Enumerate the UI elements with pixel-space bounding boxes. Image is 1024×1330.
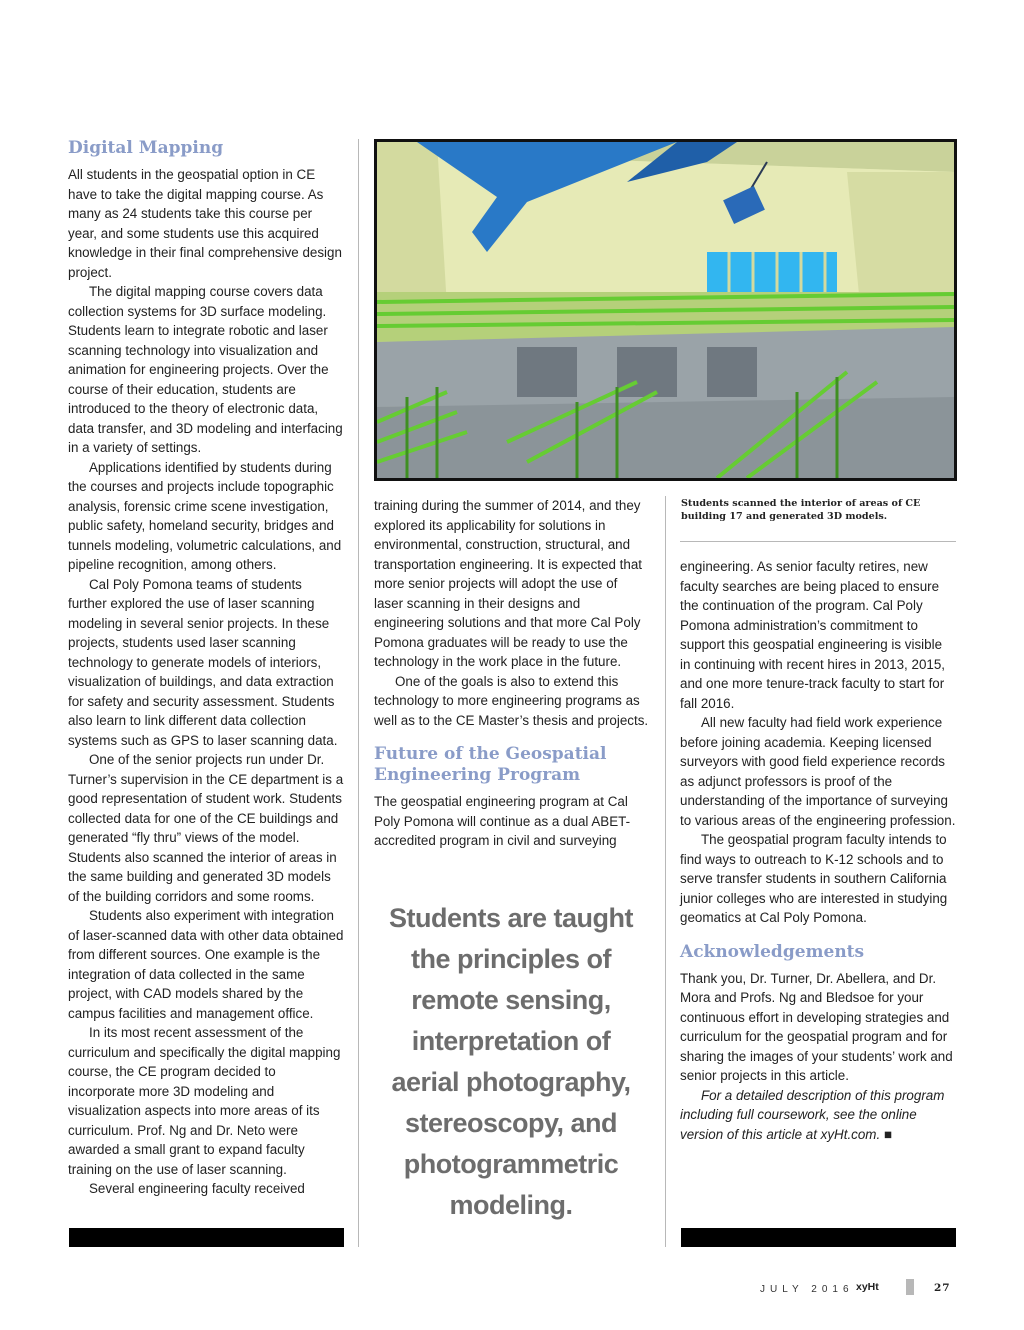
column-1: [68, 138, 344, 1199]
end-mark: ■: [883, 1126, 893, 1142]
paragraph: training during the summer of 2014, and they explored its applicability for solutions in environmental, construction, structural, and transportation engineering. It is expected that more senior projects will adopt the use of laser scanning in their designs and engineering solutions and that more Cal Poly Pomona graduates will be ready to use the technology in the work place in the future.: [374, 498, 642, 669]
scan-image: [377, 142, 954, 478]
paragraph: Students also experiment with integration of laser-scanned data with other data obtained from different sources. One example is the integration of data collected in the same project, with CAD models shared by the campus facilities and management office.: [68, 908, 344, 1021]
column-divider: [665, 496, 666, 1247]
column-3: [680, 557, 956, 1144]
column-2: [374, 496, 650, 851]
section-heading-future: Future of the Geospatial Engineering Program: [374, 744, 607, 785]
footer-date: JULY 2016: [760, 1284, 854, 1295]
paragraph: All students in the geospatial option in CE have to take the digital mapping course. As many as 24 students take this course per year, and some students use this acquired knowledge in their final comprehensive design project.: [68, 167, 342, 280]
pull-quote: Students are taught the principles of remote sensing, interpretation of aerial photography, stereoscopy, and photogrammetric modeling.: [388, 903, 634, 1220]
figure-3d-interior-model: [374, 139, 957, 481]
section-heading-digital-mapping: Digital Mapping: [68, 138, 224, 158]
paragraph: One of the goals is also to extend this technology to more engineering programs as well as to the CE Master’s thesis and projects.: [374, 673, 649, 728]
paragraph: All new faculty had field work experience before joining academia. Keeping licensed surveyors with good field experience records as adjunct professors is proof of the understanding of the importance of surveying to various areas of the engineering profession.: [680, 715, 956, 828]
paragraph: engineering. As senior faculty retires, new faculty searches are being placed to ensure the continuation of the program. Cal Poly Pomona administration’s commitment to support this geospatial engineering is visible in continuing with recent hires in 2013, 2015, and one more tenure-track faculty to start for fall 2016.: [680, 559, 946, 711]
bottom-bar-left: [69, 1228, 344, 1247]
paragraph: The geospatial engineering program at Cal Poly Pomona will continue as a dual ABET-accredited program in civil and surveying: [374, 794, 631, 848]
paragraph: Cal Poly Pomona teams of students further explored the use of laser scanning modeling in several senior projects. In these projects, students used laser scanning technology to generate models of interiors, visualization of buildings, and data extraction for safety and security assessment. Students also learn to link different data collection systems such as GPS to laser scanning data.: [68, 576, 338, 748]
paragraph: In its most recent assessment of the curriculum and specifically the digital mapping course, the CE program decided to incorporate more 3D modeling and visualization aspects into more areas of its curriculum. Prof. Ng and Dr. Neto were awarded a small grant to expand faculty training on the use of laser scanning.: [68, 1025, 341, 1177]
paragraph: Several engineering faculty received: [89, 1181, 305, 1196]
page-number: 27: [934, 1282, 951, 1294]
online-note: For a detailed description of this program including full coursework, see the online version of this article at xyHt.com.: [680, 1087, 945, 1142]
paragraph: The digital mapping course covers data collection systems for 3D surface modeling. Students learn to integrate robotic and laser scanning technology into visualization and animation for engineering projects. Over the course of their education, students are introduced to the theory of electronic data, data transfer, and 3D modeling and interfacing in a variety of settings.: [68, 284, 343, 455]
paragraph: Applications identified by students during the courses and projects include topographic analysis, forensic crime scene investigation, public safety, homeland security, bridges and tunnels modeling, volumetric calculations, and pipeline recognition, among others.: [68, 459, 342, 572]
column-divider: [358, 139, 359, 1247]
paragraph: One of the senior projects run under Dr. Turner’s supervision in the CE department is a good representation of student work. Students collected data for one of the CE buildings and generated “fly thru” views of the model. Students also scanned the interior of areas in the same building and generated 3D models of the building corridors and some rooms.: [68, 752, 344, 904]
section-heading-acknowledgements: Acknowledgements: [680, 941, 865, 962]
footer-block: [906, 1279, 914, 1295]
bottom-bar-right: [681, 1228, 956, 1247]
paragraph: The geospatial program faculty intends to find ways to outreach to K-12 schools and to serve transfer students in southern California junior colleges who are interested in studying geomatics at Cal Poly Pomona.: [680, 832, 948, 925]
footer-brand: xyHt: [856, 1281, 879, 1293]
figure-caption: Students scanned the interior of areas of CE building 17 and generated 3D models.: [681, 498, 921, 522]
caption-rule: [680, 541, 956, 542]
paragraph: Thank you, Dr. Turner, Dr. Abellera, and Dr. Mora and Profs. Ng and Bledsoe for your continuous effort in developing strategies and curriculum for the geospatial program and for sharing the images of your students’ work and senior projects in this article.: [680, 970, 953, 1083]
